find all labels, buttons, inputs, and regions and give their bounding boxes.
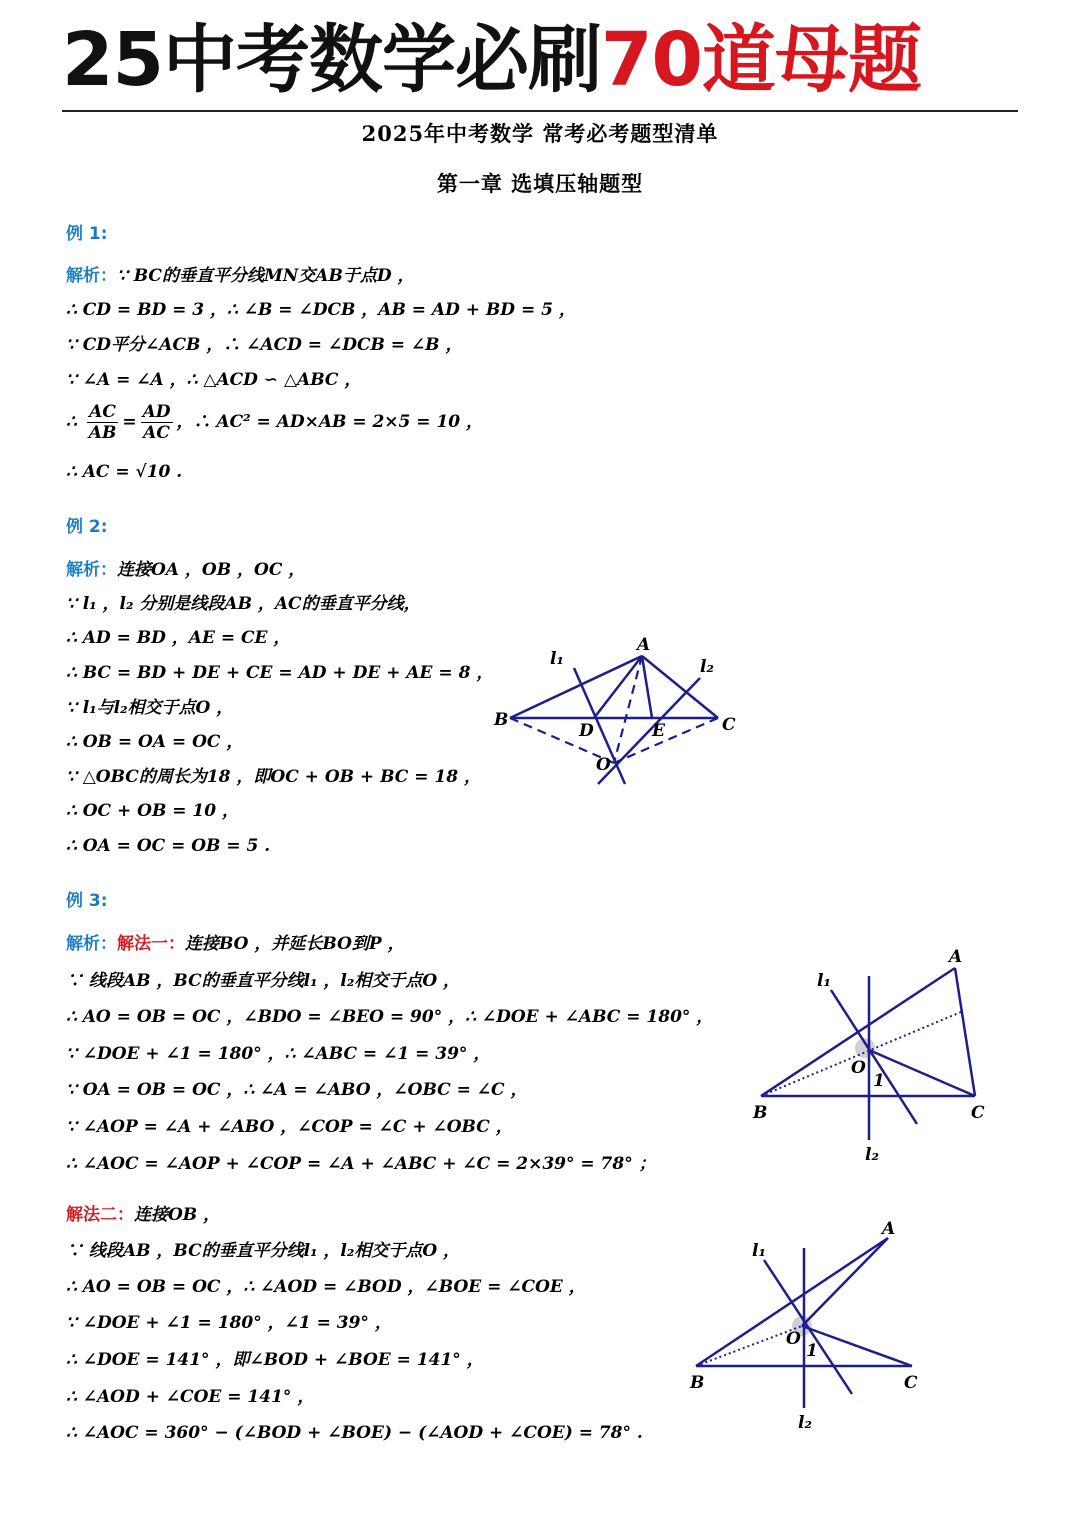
label-angle-1: 1 [873,1071,885,1091]
ex1-line-2: ∴ CD = BD = 3 ，∴ ∠B = ∠DCB ，AB = AD + BD = 5 ， [66,300,576,320]
equals-sign: = [122,412,137,432]
ex2-line-2: ∵ l₁ ，l₂ 分别是线段AB ，AC的垂直平分线， [66,594,421,614]
ex3-m1-line-6: ∵ ∠AOP = ∠A + ∠ABO ，∠COP = ∠C + ∠OBC ， [66,1117,513,1137]
segment-ac [955,968,975,1096]
fraction-denominator: AC [143,423,170,443]
label-o: O [596,755,611,775]
ex3-m2-line-7: ∴ ∠AOC = 360° − (∠BOD + ∠BOE) − (∠AOD + ∠COE) = 78° . [66,1423,643,1443]
ex2-line-9: ∴ OA = OC = OB = 5 . [66,836,271,856]
method-2-label: 解法二： [66,1205,134,1225]
ex2-line-4: ∴ BC = BD + DE + CE = AD + DE + AE = 8 ， [66,663,494,683]
ex3-m2-line-3: ∴ AO = OB = OC ，∴ ∠AOD = ∠BOD ，∠BOE = ∠COE ， [66,1277,586,1297]
ex2-line-5: ∵ l₁与l₂相交于点O ， [66,698,234,718]
ex2-line-6: ∴ OB = OA = OC ， [66,732,244,752]
ex1-line-5 [66,402,483,443]
example-2-heading: 例 2: [66,517,108,537]
ex3-method1-figure [745,940,995,1170]
label-l1: l₁ [550,649,564,669]
fraction-numerator: AD [142,402,171,422]
segment-oc [802,1326,912,1366]
ex3-method2-figure [680,1210,930,1440]
banner-title-black: 25中考数学必刷 [62,17,601,103]
ex3-m1-line-3: ∴ AO = OB = OC ，∠BDO = ∠BEO = 90° ，∴ ∠DOE + ∠ABC = 180° ， [66,1007,714,1027]
ex3-m2-line-4: ∵ ∠DOE + ∠1 = 180° ，∠1 = 39° ， [66,1313,392,1333]
therefore-symbol: ∴ [66,412,77,432]
ex3-m2-line-5: ∴ ∠DOE = 141° ，即∠BOD + ∠BOE = 141° ， [66,1350,484,1370]
ex3-m1-text-1: 连接BO ，并延长BO到P ， [185,934,405,954]
ex3-m1-line-2: ∵ 线段AB ，BC的垂直平分线l₁ ，l₂相交于点O ， [66,971,461,991]
ex3-m2-line-2: ∵ 线段AB ，BC的垂直平分线l₁ ，l₂相交于点O ， [66,1241,461,1261]
ex1-line-1 [66,264,415,288]
ex3-m2-text-1: 连接OB ， [134,1205,221,1225]
label-o: O [786,1329,801,1349]
ex3-analysis-label: 解析： [66,934,117,954]
example-1-heading: 例 1: [66,224,108,244]
ex2-text-1: 连接OA ，OB ，OC ， [117,560,306,580]
ex2-line-1 [66,558,305,582]
ex3-m2-line-1 [66,1203,220,1227]
label-angle-1: 1 [806,1341,818,1361]
segment-ae [642,656,652,718]
label-a: A [637,635,651,655]
fraction-ac-ab [87,402,119,443]
page-banner [62,10,921,110]
label-l2: l₂ [700,657,714,677]
ex2-line-3: ∴ AD = BD ，AE = CE ， [66,628,291,648]
dashed-oc [614,718,718,763]
document-subtitle: 2025年中考数学 常考必考题型清单 [361,121,719,146]
label-b: B [753,1103,768,1123]
ex3-m2-line-6: ∴ ∠AOD + ∠COE = 141° ， [66,1387,315,1407]
label-b: B [690,1373,705,1393]
ex1-line-4: ∵ ∠A = ∠A ，∴ △ACD ∽ △ABC ， [66,370,362,390]
fraction-numerator: AC [87,402,119,423]
line-l1 [831,990,917,1124]
ex3-m1-line-1 [66,932,405,956]
method-1-label: 解法一： [117,934,185,954]
label-a: A [882,1219,896,1239]
banner-title-red: 70道母题 [600,17,921,103]
example-3-heading: 例 3: [66,891,108,911]
ex1-analysis-label: 解析： [66,266,117,286]
ex3-m1-line-4: ∵ ∠DOE + ∠1 = 180° ，∴ ∠ABC = ∠1 = 39° ， [66,1044,491,1064]
ex1-line-3: ∵ CD平分∠ACB ，∴ ∠ACD = ∠DCB = ∠B ， [66,335,463,355]
label-a: A [949,947,963,967]
fraction-ad-ac [141,402,173,443]
ex2-line-8: ∴ OC + OB = 10 ， [66,801,239,821]
ex3-m1-line-7: ∴ ∠AOC = ∠AOP + ∠COP = ∠A + ∠ABC + ∠C = 2×39° = 78° ； [66,1154,656,1174]
label-l2: l₂ [798,1413,812,1433]
ex2-line-7: ∵ △OBC的周长为18 ，即OC + OB + BC = 18 ， [66,767,481,787]
banner-divider [62,110,1018,112]
segment-ao [802,1238,888,1326]
ex2-triangle-figure [490,630,750,790]
label-e: E [652,721,665,741]
chapter-title: 第一章 选填压轴题型 [436,171,644,196]
label-d: D [579,721,594,741]
label-l2: l₂ [865,1145,879,1165]
ex1-line-6: ∴ AC = √10 . [66,462,183,482]
label-b: B [494,710,509,730]
label-c: C [904,1373,918,1393]
ex1-text-5b: ，∴ AC² = AD×AB = 2×5 = 10 ， [176,412,484,432]
label-c: C [722,715,736,735]
segment-ba [510,656,642,718]
fraction-denominator: AB [88,423,117,443]
label-l1: l₁ [752,1241,766,1261]
label-l1: l₁ [817,971,831,991]
label-o: O [851,1058,866,1078]
ex3-m1-line-5: ∵ OA = OB = OC ，∴ ∠A = ∠ABO ，∠OBC = ∠C ， [66,1080,528,1100]
ex1-text-1: ∵ BC的垂直平分线MN交AB于点D ， [117,266,415,286]
label-c: C [971,1103,985,1123]
ex2-analysis-label: 解析： [66,560,117,580]
